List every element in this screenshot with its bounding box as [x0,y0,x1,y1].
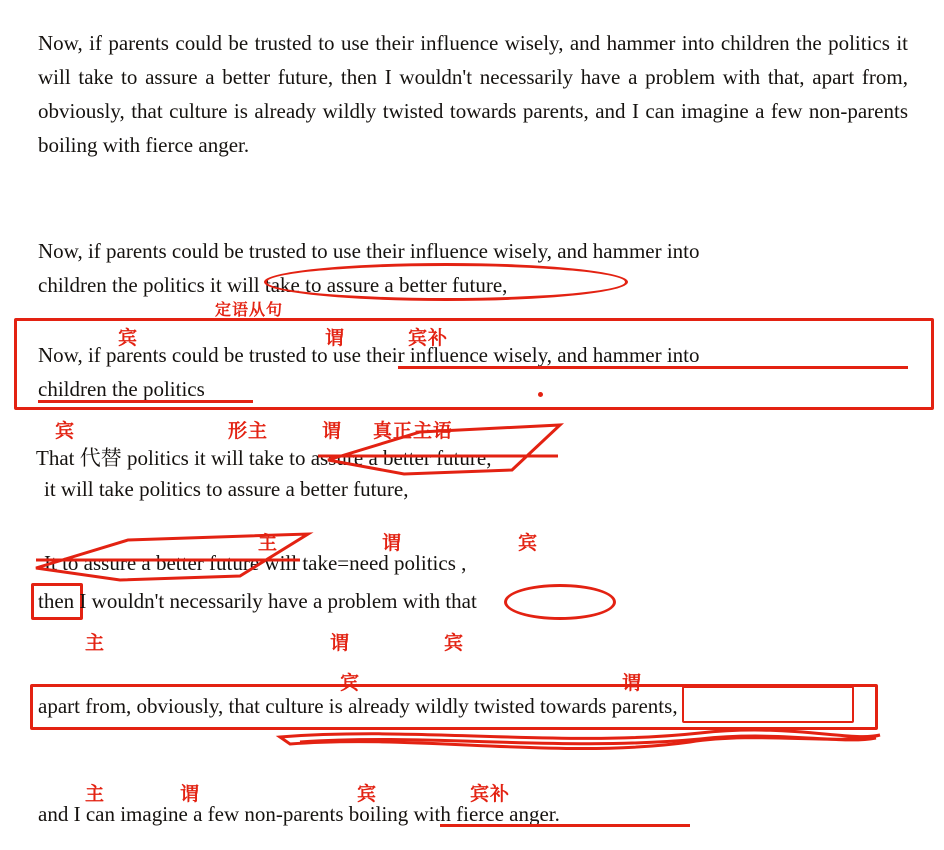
paragraph-4-line-1: That 代替 politics it will take to assure a better future, [36,446,492,470]
annotation-label-object-complement-2: 宾补 [470,783,511,805]
paragraph-2-line-2: children the politics it will take to assure a better future, [38,273,508,297]
annotation-label-predicate-6: 谓 [180,783,201,805]
annotation-label-real-subject: 真正主语 [373,420,454,442]
ellipse-with-that [504,584,616,620]
annotation-label-subject-2: 主 [85,632,106,654]
paragraph-4-line-2: it will take politics to assure a better future, [44,477,409,501]
annotation-label-predicate-1: 谓 [325,327,346,349]
annotation-label-predicate-2: 谓 [322,420,343,442]
annotation-label-object-6: 宾 [357,783,378,805]
ellipse-relative-clause [264,263,628,301]
paragraph-5-line-2: then I wouldn't necessarily have a problem with that [38,589,477,613]
paragraph-2-line-1: Now, if parents could be trusted to use their influence wisely, and hammer into [38,239,700,263]
annotation-label-object-3: 宾 [518,532,539,554]
paragraph-3-line-1: Now, if parents could be trusted to use their influence wisely, and hammer into [38,343,700,367]
annotation-label-subject-3: 主 [85,783,106,805]
annotation-label-predicate-3: 谓 [382,532,403,554]
annotation-label-formal-subject: 形主 [228,420,269,442]
squiggle-underline-1 [280,730,880,749]
annotation-label-predicate-4: 谓 [330,632,351,654]
paragraph-original: Now, if parents could be trusted to use their influence wisely, and hammer into children the politics it will take to assure a better future, then I wouldn't necessarily have a problem with that, apart from, obviously, that culture is already wildly twisted towards parents, and I can imagine a few non-parents boiling with fierce anger. [38,31,908,157]
underline-object-complement [398,366,908,369]
paragraph-7: and I can imagine a few non-parents boiling with fierce anger. [38,802,560,826]
box-towards-parents [682,686,854,723]
underline-object-complement-2 [440,824,690,827]
paragraph-3-line-2: children the politics [38,377,205,401]
annotation-label-object-1: 宾 [118,327,139,349]
annotation-label-object-2: 宾 [55,420,76,442]
annotation-label-attributive-clause: 定语从句 [215,300,284,319]
annotation-label-object-5: 宾 [340,672,361,694]
underline-object [38,400,253,403]
ink-dot [538,392,543,397]
annotation-label-subject-1: 主 [258,532,279,554]
paragraph-6: apart from, obviously, that culture is already wildly twisted towards parents, [38,694,678,718]
annotation-label-object-complement-1: 宾补 [408,327,449,349]
annotation-label-predicate-5: 谓 [622,672,643,694]
annotation-label-object-4: 宾 [444,632,465,654]
squiggle-underline-2 [300,736,876,744]
paragraph-5-line-1: It to assure a better future will take=need politics , [44,551,467,575]
